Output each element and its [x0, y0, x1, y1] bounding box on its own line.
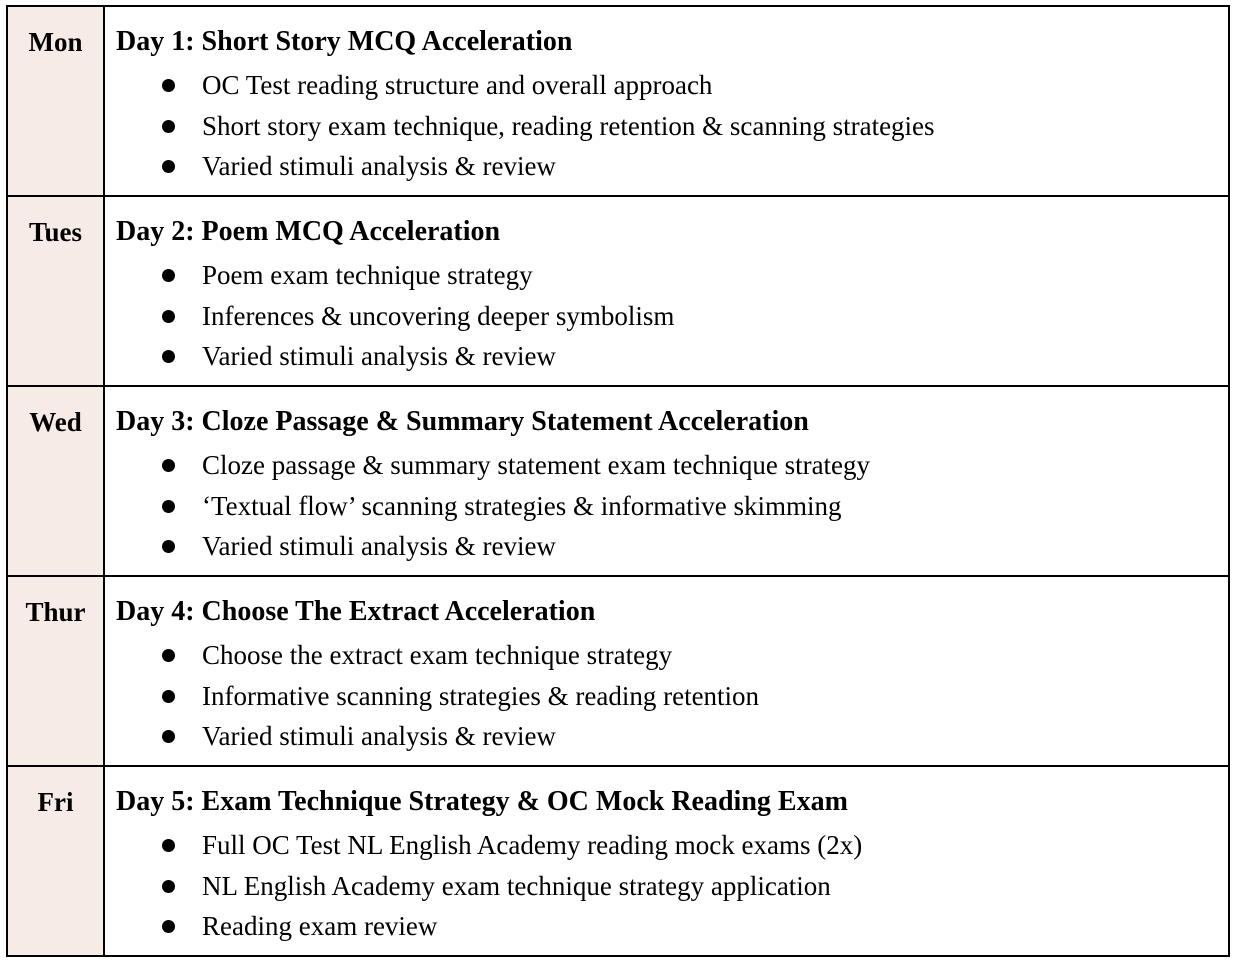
topic-text: Reading exam review: [202, 911, 438, 941]
bullet-icon: [162, 310, 175, 323]
topic-item: [116, 486, 1218, 527]
topic-text: Cloze passage & summary statement exam technique strategy: [202, 450, 871, 480]
topic-item: [116, 336, 1218, 377]
topic-text: Inferences & uncovering deeper symbolism: [202, 300, 675, 331]
topic-list: [116, 445, 1218, 567]
topic-list: [116, 635, 1218, 757]
schedule-row-thur: [7, 576, 1229, 766]
topic-item: [116, 445, 1218, 486]
day-label: Tues: [7, 196, 104, 386]
topic-list: [116, 825, 1218, 947]
schedule-row-wed: [7, 386, 1229, 576]
day-content: [104, 6, 1229, 196]
topic-text: OC Test reading structure and overall approach: [202, 70, 713, 100]
topic-item: [116, 146, 1218, 187]
topic-text: Informative scanning strategies & reading retention: [202, 680, 760, 711]
topic-item: [116, 526, 1218, 567]
day-title: Day 4: Choose The Extract Acceleration: [116, 596, 596, 627]
topic-text: Varied stimuli analysis & review: [202, 721, 556, 751]
day-content: [104, 766, 1229, 956]
schedule-table: [6, 5, 1230, 957]
schedule-row-mon: [7, 6, 1229, 196]
bullet-icon: [162, 350, 175, 363]
topic-item: [116, 825, 1218, 866]
bullet-icon: [162, 540, 175, 553]
day-label: Fri: [7, 766, 104, 956]
bullet-icon: [162, 649, 175, 662]
topic-text: Varied stimuli analysis & review: [202, 151, 556, 181]
day-content: [104, 576, 1229, 766]
topic-item: [116, 866, 1218, 907]
topic-item: [116, 255, 1218, 296]
bullet-icon: [162, 920, 175, 933]
topic-text: Poem exam technique strategy: [202, 260, 533, 290]
topic-text: Varied stimuli analysis & review: [202, 531, 556, 561]
day-title: Day 5: Exam Technique Strategy & OC Mock Reading Exam: [116, 786, 848, 817]
bullet-icon: [162, 730, 175, 743]
day-title: Day 3: Cloze Passage & Summary Statement Acceleration: [116, 406, 809, 437]
schedule-row-fri: [7, 766, 1229, 956]
day-title: Day 2: Poem MCQ Acceleration: [116, 216, 501, 247]
bullet-icon: [162, 120, 175, 133]
bullet-icon: [162, 160, 175, 173]
day-label: Mon: [7, 6, 104, 196]
bullet-icon: [162, 690, 175, 703]
topic-item: [116, 65, 1218, 106]
bullet-icon: [162, 880, 175, 893]
bullet-icon: [162, 459, 175, 472]
day-title: Day 1: Short Story MCQ Acceleration: [116, 26, 573, 57]
topic-text: Varied stimuli analysis & review: [202, 341, 556, 371]
topic-list: [116, 65, 1218, 187]
bullet-icon: [162, 79, 175, 92]
topic-text: ‘Textual flow’ scanning strategies & informative skimming: [202, 490, 842, 521]
topic-item: [116, 106, 1218, 147]
topic-text: Full OC Test NL English Academy reading mock exams (2x): [202, 830, 863, 860]
topic-item: [116, 906, 1218, 947]
topic-list: [116, 255, 1218, 377]
topic-item: [116, 296, 1218, 337]
bullet-icon: [162, 500, 175, 513]
topic-item: [116, 635, 1218, 676]
topic-item: [116, 676, 1218, 717]
topic-text: Choose the extract exam technique strategy: [202, 640, 673, 670]
day-label: Thur: [7, 576, 104, 766]
bullet-icon: [162, 269, 175, 282]
day-content: [104, 386, 1229, 576]
bullet-icon: [162, 839, 175, 852]
day-content: [104, 196, 1229, 386]
topic-item: [116, 716, 1218, 757]
topic-text: NL English Academy exam technique strategy application: [202, 870, 831, 901]
schedule-row-tues: [7, 196, 1229, 386]
day-label: Wed: [7, 386, 104, 576]
topic-text: Short story exam technique, reading retention & scanning strategies: [202, 110, 935, 141]
